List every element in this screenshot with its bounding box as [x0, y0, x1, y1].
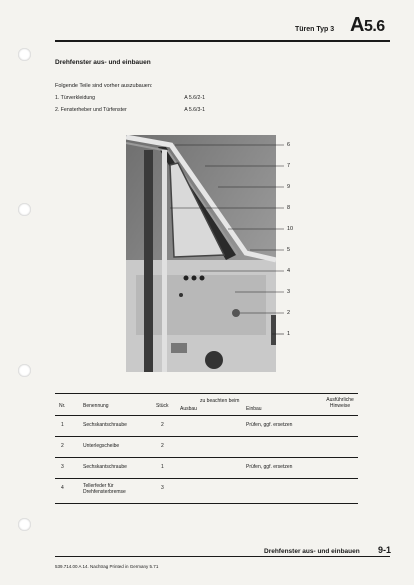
footer-title: Drehfenster aus- und einbauen [264, 548, 360, 555]
callout-label: 6 [287, 142, 291, 148]
callout-label: 9 [287, 184, 291, 190]
cell-stueck: 1 [161, 464, 164, 470]
cell-stueck: 2 [161, 443, 164, 449]
cell-nr: 3 [61, 464, 64, 470]
header-einbau: Einbau [246, 406, 262, 412]
cell-benennung: Sechskantschraube [83, 422, 127, 428]
footer-rule [55, 556, 390, 557]
header-stueck: Stück [156, 403, 169, 409]
table-row [55, 437, 358, 458]
callout-label: 1 [287, 331, 291, 337]
prerequisite-ref: A 5.6/2-1 [184, 95, 205, 101]
cell-nr: 4 [61, 485, 64, 491]
cell-nr: 2 [61, 443, 64, 449]
prerequisite-label: 2. Fensterheber und Türfenster [55, 107, 127, 113]
header-title: Türen Typ 3 [295, 26, 335, 33]
section-title: Drehfenster aus- und einbauen [55, 59, 151, 66]
callout-label: 4 [287, 268, 291, 274]
cell-einbau: Prüfen, ggf. ersetzen [246, 464, 293, 470]
prerequisite-intro: Folgende Teile sind vorher auszubauen: [55, 83, 153, 89]
section-code-number: 5.6 [363, 18, 385, 35]
callout-label: 10 [287, 226, 294, 232]
callout-label: 3 [287, 289, 291, 295]
parts-table [55, 395, 358, 504]
print-info: 539.714.00 A 14. Nachtrag Printed in Germany 5.71 [55, 564, 159, 569]
callout-label: 7 [287, 163, 291, 169]
table-header [55, 395, 358, 416]
header-hinweise: Ausführliche Hinweise [326, 397, 354, 409]
cell-benennung: Tellerfeder für Drehfensterbremse [83, 483, 126, 495]
header-beachten: zu beachten beim [200, 398, 240, 404]
page-number: 9-1 [378, 545, 392, 555]
cell-einbau: Prüfen, ggf. ersetzen [246, 422, 293, 428]
callout-label: 2 [287, 310, 291, 316]
table-row [55, 479, 358, 504]
prerequisite-label: 1. Türverkleidung [55, 95, 95, 101]
table-top-rule [55, 393, 358, 394]
callout-label: 5 [287, 247, 291, 253]
header-ausbau: Ausbau [180, 406, 197, 412]
callout-label: 8 [287, 205, 291, 211]
cell-stueck: 3 [161, 485, 164, 491]
table-row [55, 416, 358, 437]
prerequisite-ref: A 5.6/3-1 [184, 107, 205, 113]
cell-stueck: 2 [161, 422, 164, 428]
cell-nr: 1 [61, 422, 64, 428]
header-benennung: Benennung [83, 403, 109, 409]
section-code-letter: A [350, 14, 364, 36]
cell-benennung: Unterlegscheibe [83, 443, 120, 449]
table-row [55, 458, 358, 479]
header-nr: Nr. [59, 403, 66, 409]
cell-benennung: Sechskantschraube [83, 464, 127, 470]
